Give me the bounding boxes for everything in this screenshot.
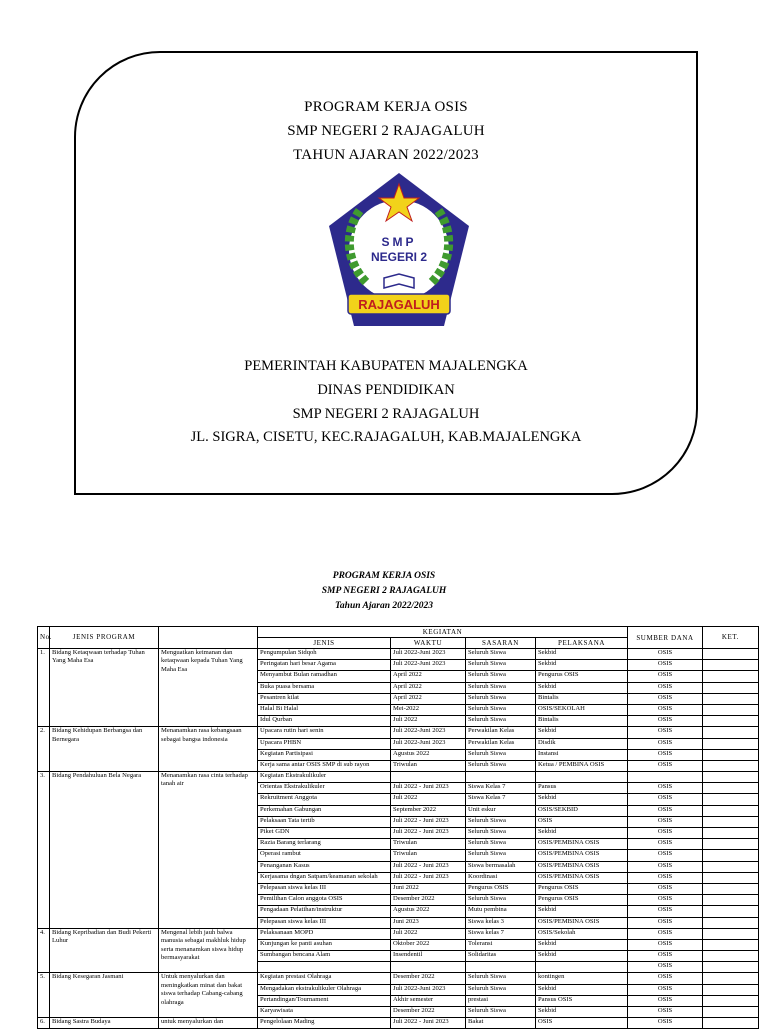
sasaran-cell: Seluruh Siswa: [466, 671, 536, 682]
pelaksana-cell: [536, 962, 628, 973]
sasaran-cell: Seluruh Siswa: [466, 828, 536, 839]
jenis-cell: Kegiatan Ekstrakulikuler: [258, 772, 391, 783]
jenis-cell: Halal Bi Halal: [258, 704, 391, 715]
logo-banner-text: RAJAGALUH: [358, 297, 440, 312]
jenis-cell: Pengadaan Pelatihan/instruktur: [258, 906, 391, 917]
pelaksana-cell: Sekbid: [536, 682, 628, 693]
sumber-dana-cell: OSIS: [628, 693, 703, 704]
pelaksana-cell: OSIS/PEMBINA OSIS: [536, 872, 628, 883]
no-cell: 1.: [38, 649, 50, 727]
pelaksana-cell: OSIS/Sekolah: [536, 928, 628, 939]
jenis-cell: Mengadakan ekstrakulikuler Olahraga: [258, 984, 391, 995]
ket-cell: [703, 883, 759, 894]
sumber-dana-cell: OSIS: [628, 749, 703, 760]
ket-cell: [703, 984, 759, 995]
table-row: [38, 772, 759, 783]
sumber-dana-cell: OSIS: [628, 783, 703, 794]
waktu-cell: Juli 2022 - Juni 2023: [391, 816, 466, 827]
sasaran-cell: Siswa Kelas 7: [466, 794, 536, 805]
jenis-cell: Pengelolaan Mading: [258, 1018, 391, 1029]
sasaran-cell: Seluruh Siswa: [466, 816, 536, 827]
waktu-cell: Desember 2022: [391, 1007, 466, 1018]
program-table: [37, 626, 759, 1029]
sumber-dana-cell: OSIS: [628, 984, 703, 995]
pelaksana-cell: OSIS: [536, 816, 628, 827]
pelaksana-cell: Sekbid: [536, 828, 628, 839]
waktu-cell: Juli 2022: [391, 794, 466, 805]
pelaksana-cell: Sekbid: [536, 906, 628, 917]
program-cell: Bidang Kepribadian dan Budi Pekerti Luhur: [50, 928, 159, 973]
sasaran-cell: Seluruh Siswa: [466, 760, 536, 771]
sumber-dana-cell: OSIS: [628, 1007, 703, 1018]
ket-cell: [703, 906, 759, 917]
no-cell: 4.: [38, 928, 50, 973]
ket-cell: [703, 861, 759, 872]
doc-title-line-3: Tahun Ajaran 2022/2023: [334, 601, 434, 611]
ket-cell: [703, 660, 759, 671]
ket-cell: [703, 939, 759, 950]
ket-cell: [703, 772, 759, 783]
pelaksana-cell: Pengurus OSIS: [536, 671, 628, 682]
ket-cell: [703, 671, 759, 682]
sumber-dana-cell: OSIS: [628, 828, 703, 839]
sumber-dana-cell: OSIS: [628, 995, 703, 1006]
waktu-cell: Insendentil: [391, 951, 466, 962]
ket-cell: [703, 895, 759, 906]
sumber-dana-cell: OSIS: [628, 738, 703, 749]
ket-cell: [703, 805, 759, 816]
waktu-cell: Juli 2022 - Juni 2023: [391, 861, 466, 872]
ket-cell: [703, 727, 759, 738]
waktu-cell: Juni 2023: [391, 917, 466, 928]
waktu-cell: Juli 2022-Juni 2023: [391, 738, 466, 749]
jenis-cell: Karyawisata: [258, 1007, 391, 1018]
waktu-cell: Juli 2022 - Juni 2023: [391, 828, 466, 839]
pelaksana-cell: Sekbid: [536, 649, 628, 660]
tujuan-cell: Menguatkan keimanan dan ketaqwaan kepada Tuhan Yang Maha Esa: [159, 649, 258, 727]
jenis-cell: Pengumpulan Sidqoh: [258, 649, 391, 660]
pelaksana-cell: Bintalis: [536, 716, 628, 727]
sasaran-cell: Siswa bermasalah: [466, 861, 536, 872]
sumber-dana-cell: OSIS: [628, 962, 703, 973]
sumber-dana-cell: OSIS: [628, 682, 703, 693]
pelaksana-cell: kontingen: [536, 973, 628, 984]
pelaksana-cell: Pansus: [536, 783, 628, 794]
jenis-cell: Peringatan hari besar Agama: [258, 660, 391, 671]
jenis-cell: Operasi rambut: [258, 850, 391, 861]
waktu-cell: Juli 2022: [391, 928, 466, 939]
ket-cell: [703, 917, 759, 928]
jenis-cell: Perkemahan Gabungan: [258, 805, 391, 816]
ket-cell: [703, 839, 759, 850]
sumber-dana-cell: OSIS: [628, 704, 703, 715]
sasaran-cell: Siswa kelas 3: [466, 917, 536, 928]
tujuan-cell: Mengenal lebih jauh balwa manusia sebagai makhluk hidup serta menanamkan siswa hidup bermasyarakat: [159, 928, 258, 973]
ket-cell: [703, 828, 759, 839]
waktu-cell: April 2022: [391, 693, 466, 704]
jenis-cell: Razia Barang terlarang: [258, 839, 391, 850]
waktu-cell: Triwulan: [391, 760, 466, 771]
sasaran-cell: Solidaritas: [466, 951, 536, 962]
ket-cell: [703, 738, 759, 749]
header-tujuan: [159, 627, 258, 649]
ket-cell: [703, 995, 759, 1006]
sasaran-cell: Siswa Kelas 7: [466, 783, 536, 794]
jenis-cell: Kerja sama antar OSIS SMP di sub rayon: [258, 760, 391, 771]
program-cell: Bidang Sastra Budaya: [50, 1018, 159, 1029]
sasaran-cell: Siswa kelas 7: [466, 928, 536, 939]
ket-cell: [703, 649, 759, 660]
logo-center-text: NEGERI 2: [370, 250, 428, 264]
sasaran-cell: [466, 962, 536, 973]
pelaksana-cell: OSIS/PEMBINA OSIS: [536, 850, 628, 861]
jenis-cell: Pemilihan Calon anggota OSIS: [258, 895, 391, 906]
header-sumber-dana: SUMBER DANA: [628, 627, 703, 649]
jenis-cell: Menyambut Bulan ramadhan: [258, 671, 391, 682]
sumber-dana-cell: OSIS: [628, 872, 703, 883]
jenis-cell: Upacara rutin hari senin: [258, 727, 391, 738]
sumber-dana-cell: OSIS: [628, 850, 703, 861]
waktu-cell: September 2022: [391, 805, 466, 816]
sumber-dana-cell: OSIS: [628, 649, 703, 660]
sumber-dana-cell: OSIS: [628, 839, 703, 850]
ket-cell: [703, 749, 759, 760]
sasaran-cell: Pengurus OSIS: [466, 883, 536, 894]
waktu-cell: Triwulan: [391, 850, 466, 861]
school-logo: [326, 170, 472, 330]
sasaran-cell: Unit eskur: [466, 805, 536, 816]
ket-cell: [703, 962, 759, 973]
ket-cell: [703, 951, 759, 962]
pelaksana-cell: [536, 772, 628, 783]
jenis-cell: [258, 962, 391, 973]
sasaran-cell: Toleransi: [466, 939, 536, 950]
waktu-cell: Juli 2022 - Juni 2023: [391, 783, 466, 794]
jenis-cell: Upacara PHBN: [258, 738, 391, 749]
sasaran-cell: Seluruh Siswa: [466, 649, 536, 660]
pelaksana-cell: Disdik: [536, 738, 628, 749]
waktu-cell: Desember 2022: [391, 895, 466, 906]
sumber-dana-cell: OSIS: [628, 861, 703, 872]
pelaksana-cell: Sekbid: [536, 951, 628, 962]
sumber-dana-cell: OSIS: [628, 716, 703, 727]
waktu-cell: [391, 962, 466, 973]
pelaksana-cell: Bintalis: [536, 693, 628, 704]
jenis-cell: Kunjungan ke panti asuhan: [258, 939, 391, 950]
sumber-dana-cell: OSIS: [628, 1018, 703, 1029]
waktu-cell: [391, 772, 466, 783]
table-row: [38, 727, 759, 738]
ket-cell: [703, 794, 759, 805]
program-cell: Bidang Pendahuluan Bela Negara: [50, 772, 159, 929]
sumber-dana-cell: OSIS: [628, 816, 703, 827]
jenis-cell: Pertandingan/Tournament: [258, 995, 391, 1006]
pelaksana-cell: OSIS/PEMBINA OSIS: [536, 861, 628, 872]
jenis-cell: Kerjasama dngan Satpam/keamanan sekolah: [258, 872, 391, 883]
sasaran-cell: Seluruh Siswa: [466, 682, 536, 693]
table-row: [38, 973, 759, 984]
waktu-cell: Agustus 2022: [391, 749, 466, 760]
waktu-cell: Mei-2022: [391, 704, 466, 715]
waktu-cell: Oktober 2022: [391, 939, 466, 950]
sasaran-cell: Seluruh Siswa: [466, 895, 536, 906]
address-line-4: JL. SIGRA, CISETU, KEC.RAJAGALUH, KAB.MAJALENGKA: [190, 429, 582, 445]
jenis-cell: Pelaksanaan MOPD: [258, 928, 391, 939]
sumber-dana-cell: [628, 772, 703, 783]
logo-ring-text: SMP: [381, 235, 417, 249]
header-pelaksana: PELAKSANA: [536, 638, 628, 649]
tujuan-cell: Menanamkan rasa cinta terhadap tanah air: [159, 772, 258, 929]
ket-cell: [703, 704, 759, 715]
sumber-dana-cell: OSIS: [628, 895, 703, 906]
pelaksana-cell: Ketua / PEMBINA OSIS: [536, 760, 628, 771]
sumber-dana-cell: OSIS: [628, 760, 703, 771]
jenis-cell: Pelepasan siswa kelas III: [258, 883, 391, 894]
jenis-cell: Idul Qurban: [258, 716, 391, 727]
sasaran-cell: Seluruh Siswa: [466, 850, 536, 861]
no-cell: 2.: [38, 727, 50, 772]
no-cell: 5.: [38, 973, 50, 1018]
sumber-dana-cell: OSIS: [628, 917, 703, 928]
sasaran-cell: Perwakilan Kelas: [466, 738, 536, 749]
sumber-dana-cell: OSIS: [628, 727, 703, 738]
ket-cell: [703, 760, 759, 771]
pelaksana-cell: Sekbid: [536, 984, 628, 995]
ket-cell: [703, 682, 759, 693]
cover-title-line-2: SMP NEGERI 2 RAJAGALUH: [287, 123, 485, 139]
sumber-dana-cell: OSIS: [628, 883, 703, 894]
waktu-cell: Juli 2022 - Juni 2023: [391, 1018, 466, 1029]
pelaksana-cell: Instansi: [536, 749, 628, 760]
waktu-cell: Juli 2022-Juni 2023: [391, 649, 466, 660]
sasaran-cell: Bakat: [466, 1018, 536, 1029]
cover-title-line-3: TAHUN AJARAN 2022/2023: [293, 147, 479, 163]
cover-frame: [74, 51, 698, 495]
jenis-cell: Kegiatan prestasi Olahraga: [258, 973, 391, 984]
doc-title-line-2: SMP NEGERI 2 RAJAGALUH: [321, 586, 447, 596]
jenis-cell: Pesantren kilat: [258, 693, 391, 704]
ket-cell: [703, 783, 759, 794]
waktu-cell: Juli 2022-Juni 2023: [391, 727, 466, 738]
tujuan-cell: Untuk menyalurkan dan meningkatkan minat dan bakat siswa terhadap Cabang-cabang olahraga: [159, 973, 258, 1018]
sumber-dana-cell: OSIS: [628, 906, 703, 917]
sasaran-cell: Seluruh Siswa: [466, 660, 536, 671]
sumber-dana-cell: OSIS: [628, 973, 703, 984]
sasaran-cell: Seluruh Siswa: [466, 716, 536, 727]
no-cell: 6.: [38, 1018, 50, 1029]
jenis-cell: Orientas Ekstrakulikuler: [258, 783, 391, 794]
table-row: [38, 1018, 759, 1029]
ket-cell: [703, 850, 759, 861]
sumber-dana-cell: OSIS: [628, 660, 703, 671]
table-row: [38, 649, 759, 660]
tujuan-cell: untuk menyalurkan dan: [159, 1018, 258, 1029]
waktu-cell: April 2022: [391, 671, 466, 682]
jenis-cell: Buka puasa bersama: [258, 682, 391, 693]
header-sasaran: SASARAN: [466, 638, 536, 649]
waktu-cell: Juli 2022-Juni 2023: [391, 984, 466, 995]
waktu-cell: Desember 2022: [391, 973, 466, 984]
waktu-cell: Akhir semester: [391, 995, 466, 1006]
tujuan-cell: Menanamkan rasa kebangsaan sebagai bangsa indonesia: [159, 727, 258, 772]
pelaksana-cell: Sekbid: [536, 660, 628, 671]
address-line-2: DINAS PENDIDIKAN: [317, 382, 455, 398]
pelaksana-cell: Pansus OSIS: [536, 995, 628, 1006]
waktu-cell: Agustus 2022: [391, 906, 466, 917]
pelaksana-cell: Sekbid: [536, 1007, 628, 1018]
jenis-cell: Sumbangan bencana Alam: [258, 951, 391, 962]
ket-cell: [703, 1018, 759, 1029]
sasaran-cell: Perwakilan Kelas: [466, 727, 536, 738]
table-body: [38, 649, 759, 1029]
sasaran-cell: Seluruh Siswa: [466, 749, 536, 760]
program-cell: Bidang Kesegaran Jasmani: [50, 973, 159, 1018]
waktu-cell: Juli 2022-Juni 2023: [391, 660, 466, 671]
pelaksana-cell: Sekbid: [536, 939, 628, 950]
pelaksana-cell: Pengurus OSIS: [536, 883, 628, 894]
table-row: [38, 928, 759, 939]
header-waktu: WAKTU: [391, 638, 466, 649]
pelaksana-cell: OSIS/PEMBINA OSIS: [536, 839, 628, 850]
sasaran-cell: Koordinasi: [466, 872, 536, 883]
sumber-dana-cell: OSIS: [628, 794, 703, 805]
waktu-cell: Triwulan: [391, 839, 466, 850]
header-kegiatan: KEGIATAN: [258, 627, 628, 638]
pelaksana-cell: Pengurus OSIS: [536, 895, 628, 906]
ket-cell: [703, 816, 759, 827]
jenis-cell: Kegiatan Partisipasi: [258, 749, 391, 760]
sumber-dana-cell: OSIS: [628, 805, 703, 816]
waktu-cell: April 2022: [391, 682, 466, 693]
waktu-cell: Juni 2022: [391, 883, 466, 894]
ket-cell: [703, 973, 759, 984]
program-cell: Bidang Kehidupan Berbangsa dan Bernegara: [50, 727, 159, 772]
jenis-cell: Piket GDN: [258, 828, 391, 839]
waktu-cell: Juli 2022: [391, 716, 466, 727]
ket-cell: [703, 1007, 759, 1018]
sasaran-cell: Mutu pembina: [466, 906, 536, 917]
sasaran-cell: Seluruh Siswa: [466, 704, 536, 715]
jenis-cell: Rekruitment Anggota: [258, 794, 391, 805]
sumber-dana-cell: OSIS: [628, 671, 703, 682]
header-ket: KET.: [703, 627, 759, 649]
pelaksana-cell: OSIS/SEKOLAH: [536, 704, 628, 715]
sumber-dana-cell: OSIS: [628, 939, 703, 950]
jenis-cell: Pelepasan siswa kelas III: [258, 917, 391, 928]
program-cell: Bidang Ketaqwaan terhadap Tuhan Yang Maha Esa: [50, 649, 159, 727]
ket-cell: [703, 716, 759, 727]
no-cell: 3.: [38, 772, 50, 929]
pelaksana-cell: OSIS/SEKBID: [536, 805, 628, 816]
header-jenis-program: JENIS PROGRAM: [50, 627, 159, 649]
header-no: No.: [38, 627, 50, 649]
sasaran-cell: Seluruh Siswa: [466, 693, 536, 704]
pelaksana-cell: Sekbid: [536, 794, 628, 805]
address-line-1: PEMERINTAH KABUPATEN MAJALENGKA: [244, 358, 528, 374]
sasaran-cell: prestasi: [466, 995, 536, 1006]
pelaksana-cell: OSIS/PEMBINA OSIS: [536, 917, 628, 928]
doc-title-line-1: PROGRAM KERJA OSIS: [332, 571, 436, 581]
waktu-cell: Juli 2022 - Juni 2023: [391, 872, 466, 883]
sasaran-cell: Seluruh Siswa: [466, 973, 536, 984]
sasaran-cell: [466, 772, 536, 783]
sasaran-cell: Seluruh Siswa: [466, 839, 536, 850]
sumber-dana-cell: OSIS: [628, 951, 703, 962]
ket-cell: [703, 693, 759, 704]
ket-cell: [703, 928, 759, 939]
cover-title-line-1: PROGRAM KERJA OSIS: [304, 99, 468, 115]
jenis-cell: Penanganan Kasus: [258, 861, 391, 872]
pelaksana-cell: Sekbid: [536, 727, 628, 738]
sasaran-cell: Seluruh Siswa: [466, 984, 536, 995]
ket-cell: [703, 872, 759, 883]
sasaran-cell: Seluruh Siswa: [466, 1007, 536, 1018]
address-line-3: SMP NEGERI 2 RAJAGALUH: [292, 406, 480, 422]
pelaksana-cell: OSIS: [536, 1018, 628, 1029]
jenis-cell: Pelaksaan Tata tertib: [258, 816, 391, 827]
sumber-dana-cell: OSIS: [628, 928, 703, 939]
header-jenis: JENIS: [258, 638, 391, 649]
